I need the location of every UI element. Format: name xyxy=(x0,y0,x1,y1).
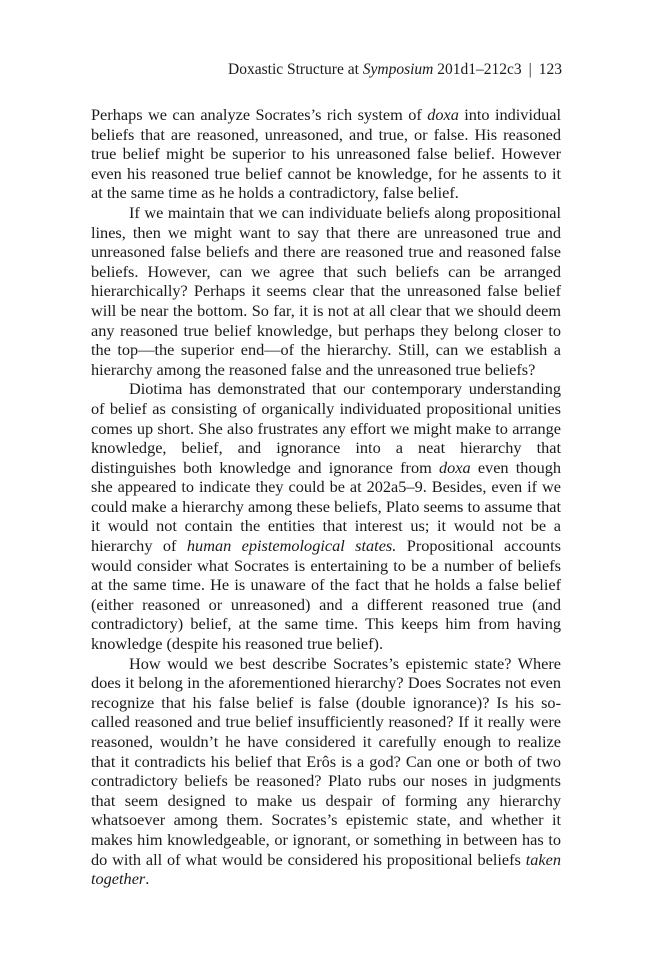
running-head-separator: | xyxy=(528,61,532,78)
text-run: Propositional accounts would consider what Socrates is entertaining to be a number of beliefs at the same time. He is unaware of the fact that he holds a false belief (either reasoned or unreasoned) and a different reasoned true (and contradictory) belief, at the same time. This keeps him from having knowledge (despite his reasoned true belief). xyxy=(91,536,562,654)
text-run: Perhaps we can analyze Socrates’s rich system of xyxy=(91,105,428,124)
text-run: into individual beliefs that are reasoned, unreasoned, and true, or false. His reasoned true belief might be superior to his unreasoned false belief. However even his reasoned true belief cannot be knowledge, for he assents to it at the same time as he holds a contradictory, false belief. xyxy=(91,105,562,203)
page-number: 123 xyxy=(538,61,562,78)
text-run: How would we best describe Socrates’s epistemic state? Where does it belong in the aforementioned hierarchy? Does Socrates not even recognize that his false belief is false (double ignorance)? Is his so-called reasoned and true belief insufficiently reasoned? If it really were reasoned, wouldn’t he have considered it carefully enough to realize that it contradicts his belief that Erôs is a god? Can one or both of two contradictory beliefs be reasoned? Plato rubs our noses in judgments that seem designed to make us despair of forming any hierarchy whatsoever among them. Socrates’s epistemic state, and whether it makes him knowledgeable, or ignorant, or something in between has to do with all of what would be considered his propositional beliefs xyxy=(91,653,561,869)
running-head-title-italic: Symposium xyxy=(362,61,434,78)
paragraph xyxy=(91,203,561,379)
running-head-title-prefix: Doxastic Structure at xyxy=(228,61,363,78)
italic-text: taken together xyxy=(91,849,561,889)
paragraph xyxy=(91,105,561,203)
text-run: If we maintain that we can individuate beliefs along propositional lines, then we might want to say that there are unreasoned true and unreasoned false beliefs and there are reasoned true and reasoned false beliefs. However, can we agree that such beliefs can be arranged hierarchically? Perhaps it seems clear that the unreasoned false belief will be near the bottom. So far, it is not at all clear that we should deem any reasoned true belief knowledge, but perhaps they belong closer to the top—the superior end—of the hierarchy. Still, can we establish a hierarchy among the reasoned false and the unreasoned true beliefs? xyxy=(91,202,561,379)
paragraph xyxy=(91,654,561,889)
italic-text: doxa xyxy=(427,105,459,124)
text-run: even though she appeared to indicate they could be at 202a5–9. Besides, even if we could make a hierarchy among these beliefs, Plato seems to assume that it would not contain the entities that interest us; it would not be a hierarchy of xyxy=(91,457,561,556)
running-head-title-suffix: 201d1–212c3 xyxy=(433,61,522,78)
running-head xyxy=(228,60,562,80)
italic-text: human epistemological states. xyxy=(186,536,397,556)
body-text xyxy=(91,105,561,889)
paragraph xyxy=(91,379,561,653)
text-run: . xyxy=(145,869,150,889)
text-run: Diotima has demonstrated that our contemporary understanding of belief as consisting of organically individuated propositional unities comes up short. She also frustrates any effort we might make to arrange knowledge, belief, and ignorance into a neat hierarchy that distinguishes both knowledge and ignorance from xyxy=(91,379,561,477)
italic-text: doxa xyxy=(438,457,471,477)
